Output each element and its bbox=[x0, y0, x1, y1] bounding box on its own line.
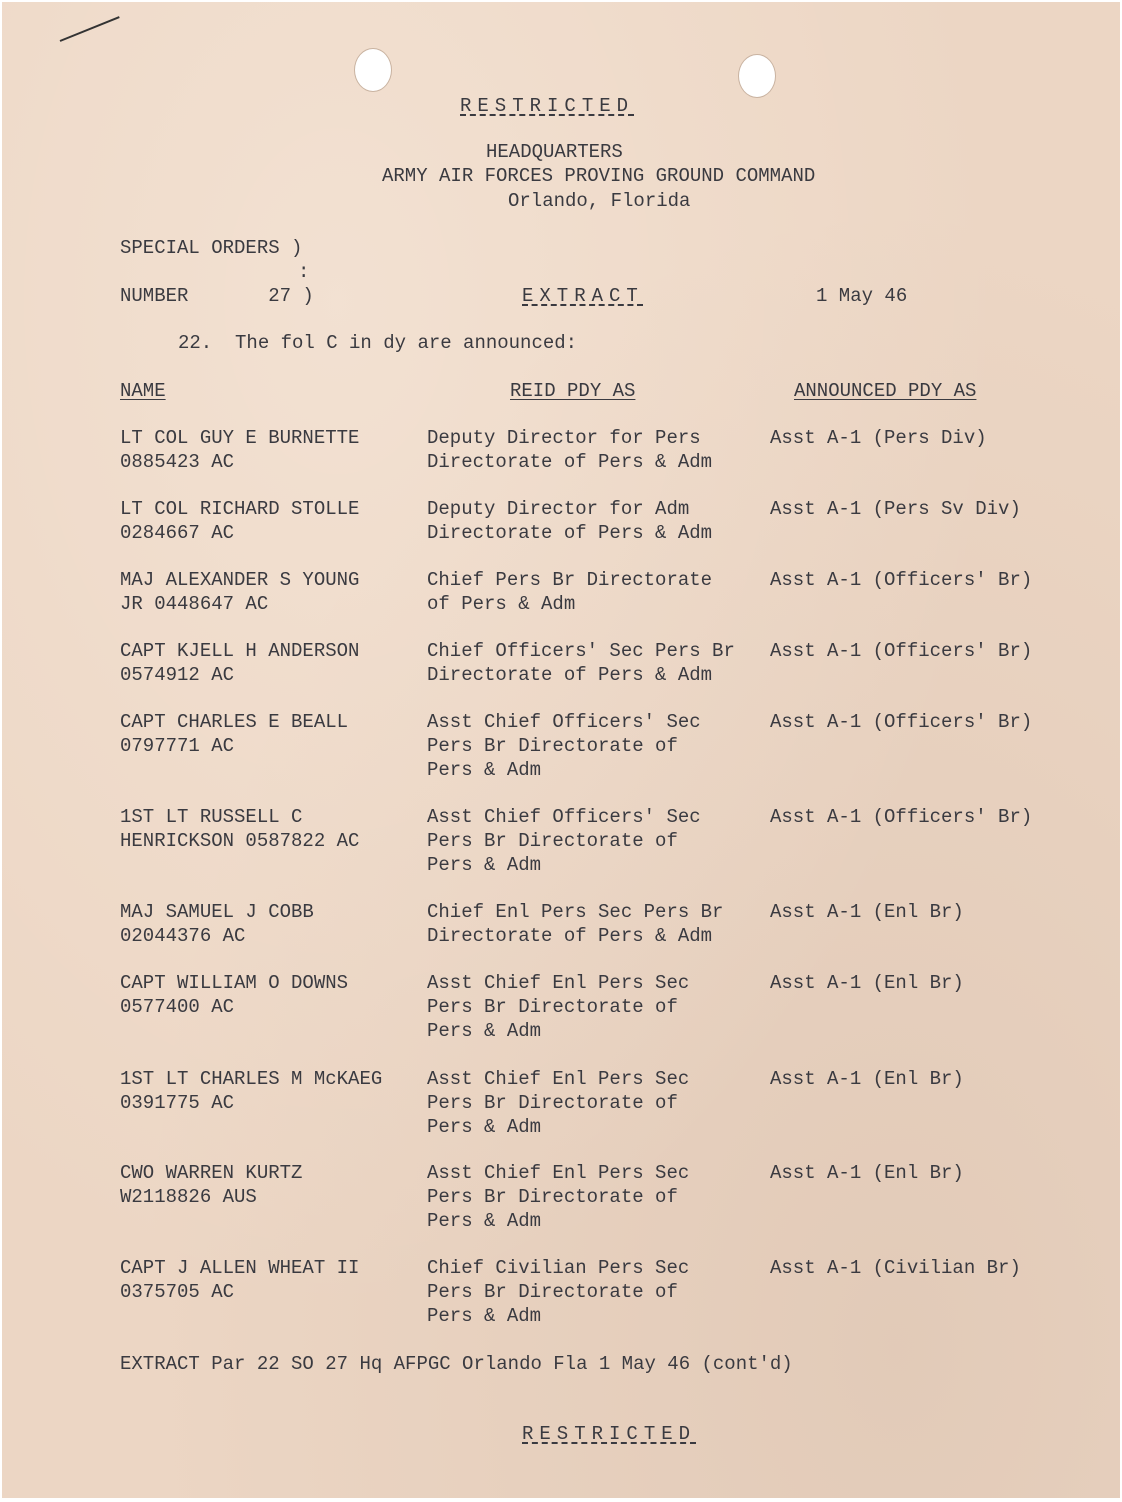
entry-relieved: Chief Pers Br Directorate bbox=[427, 569, 713, 591]
column-header-name: NAME bbox=[120, 380, 166, 402]
pen-mark bbox=[60, 16, 120, 42]
column-header-announced: ANNOUNCED PDY AS bbox=[794, 380, 977, 402]
entry-relieved: Chief Enl Pers Sec Pers Br bbox=[427, 901, 724, 923]
punch-hole-left bbox=[354, 48, 392, 92]
entry-announced: Asst A-1 (Officers' Br) bbox=[770, 569, 1033, 591]
order-date: 1 May 46 bbox=[816, 285, 908, 307]
command-line: ARMY AIR FORCES PROVING GROUND COMMAND bbox=[382, 165, 816, 187]
entry-name: CAPT WILLIAM O DOWNS bbox=[120, 972, 349, 994]
entry-announced: Asst A-1 (Civilian Br) bbox=[770, 1257, 1021, 1279]
entry-relieved: Pers Br Directorate of bbox=[427, 830, 678, 852]
entry-name: LT COL RICHARD STOLLE bbox=[120, 498, 360, 520]
entry-relieved: Asst Chief Enl Pers Sec bbox=[427, 972, 690, 994]
entry-announced: Asst A-1 (Enl Br) bbox=[770, 1068, 964, 1090]
entry-relieved: Asst Chief Officers' Sec bbox=[427, 806, 701, 828]
entry-name: 1ST LT RUSSELL C bbox=[120, 806, 303, 828]
entry-serial: 0391775 AC bbox=[120, 1092, 235, 1114]
entry-relieved: Pers Br Directorate of bbox=[427, 1186, 678, 1208]
entry-name: MAJ ALEXANDER S YOUNG bbox=[120, 569, 360, 591]
entry-name: MAJ SAMUEL J COBB bbox=[120, 901, 314, 923]
entry-relieved: Asst Chief Officers' Sec bbox=[427, 711, 701, 733]
entry-relieved: Directorate of Pers & Adm bbox=[427, 925, 713, 947]
entry-name: CAPT J ALLEN WHEAT II bbox=[120, 1257, 360, 1279]
entry-relieved: Chief Civilian Pers Sec bbox=[427, 1257, 690, 1279]
entry-announced: Asst A-1 (Pers Sv Div) bbox=[770, 498, 1021, 520]
entry-relieved: Directorate of Pers & Adm bbox=[427, 522, 713, 544]
document-page bbox=[2, 2, 1120, 1498]
number-label: NUMBER 27 ) bbox=[120, 285, 314, 307]
entry-serial: JR 0448647 AC bbox=[120, 593, 269, 615]
entry-announced: Asst A-1 (Enl Br) bbox=[770, 972, 964, 994]
punch-hole-right bbox=[738, 54, 776, 98]
entry-serial: 0284667 AC bbox=[120, 522, 235, 544]
entry-relieved: Pers Br Directorate of bbox=[427, 735, 678, 757]
column-header-relieved: REID PDY AS bbox=[510, 380, 636, 402]
entry-announced: Asst A-1 (Enl Br) bbox=[770, 1162, 964, 1184]
entry-relieved: Asst Chief Enl Pers Sec bbox=[427, 1162, 690, 1184]
location-line: Orlando, Florida bbox=[508, 190, 691, 212]
entry-serial: HENRICKSON 0587822 AC bbox=[120, 830, 360, 852]
entry-serial: 02044376 AC bbox=[120, 925, 246, 947]
entry-relieved: of Pers & Adm bbox=[427, 593, 576, 615]
entry-name: CAPT KJELL H ANDERSON bbox=[120, 640, 360, 662]
entry-relieved: Pers Br Directorate of bbox=[427, 1281, 678, 1303]
entry-relieved: Pers Br Directorate of bbox=[427, 1092, 678, 1114]
entry-relieved: Pers & Adm bbox=[427, 1210, 542, 1232]
entry-relieved: Pers Br Directorate of bbox=[427, 996, 678, 1018]
entry-relieved: Pers & Adm bbox=[427, 854, 542, 876]
entry-name: CWO WARREN KURTZ bbox=[120, 1162, 303, 1184]
colon-mark: : bbox=[298, 261, 310, 283]
extract-label: EXTRACT bbox=[522, 285, 644, 307]
extract-continuation: EXTRACT Par 22 SO 27 Hq AFPGC Orlando Fla 1 May 46 (cont'd) bbox=[120, 1353, 793, 1375]
entry-name: LT COL GUY E BURNETTE bbox=[120, 427, 360, 449]
special-orders-label: SPECIAL ORDERS ) bbox=[120, 237, 303, 259]
classification-top: RESTRICTED bbox=[460, 95, 635, 117]
entry-relieved: Chief Officers' Sec Pers Br bbox=[427, 640, 735, 662]
entry-relieved: Deputy Director for Adm bbox=[427, 498, 690, 520]
entry-name: CAPT CHARLES E BEALL bbox=[120, 711, 349, 733]
entry-announced: Asst A-1 (Officers' Br) bbox=[770, 640, 1033, 662]
entry-serial: 0577400 AC bbox=[120, 996, 235, 1018]
entry-announced: Asst A-1 (Enl Br) bbox=[770, 901, 964, 923]
entry-relieved: Pers & Adm bbox=[427, 1020, 542, 1042]
classification-bottom: RESTRICTED bbox=[522, 1423, 697, 1445]
entry-serial: 0885423 AC bbox=[120, 451, 235, 473]
entry-announced: Asst A-1 (Officers' Br) bbox=[770, 806, 1033, 828]
entry-relieved: Pers & Adm bbox=[427, 1116, 542, 1138]
entry-relieved: Deputy Director for Pers bbox=[427, 427, 701, 449]
entry-serial: 0574912 AC bbox=[120, 664, 235, 686]
entry-relieved: Pers & Adm bbox=[427, 759, 542, 781]
hq-line: HEADQUARTERS bbox=[486, 141, 623, 163]
entry-serial: 0797771 AC bbox=[120, 735, 235, 757]
entry-relieved: Directorate of Pers & Adm bbox=[427, 664, 713, 686]
entry-relieved: Asst Chief Enl Pers Sec bbox=[427, 1068, 690, 1090]
entry-relieved: Pers & Adm bbox=[427, 1305, 542, 1327]
entry-relieved: Directorate of Pers & Adm bbox=[427, 451, 713, 473]
paragraph-intro: 22. The fol C in dy are announced: bbox=[178, 332, 578, 354]
entry-serial: 0375705 AC bbox=[120, 1281, 235, 1303]
entry-announced: Asst A-1 (Pers Div) bbox=[770, 427, 987, 449]
entry-serial: W2118826 AUS bbox=[120, 1186, 257, 1208]
entry-announced: Asst A-1 (Officers' Br) bbox=[770, 711, 1033, 733]
entry-name: 1ST LT CHARLES M McKAEG bbox=[120, 1068, 383, 1090]
